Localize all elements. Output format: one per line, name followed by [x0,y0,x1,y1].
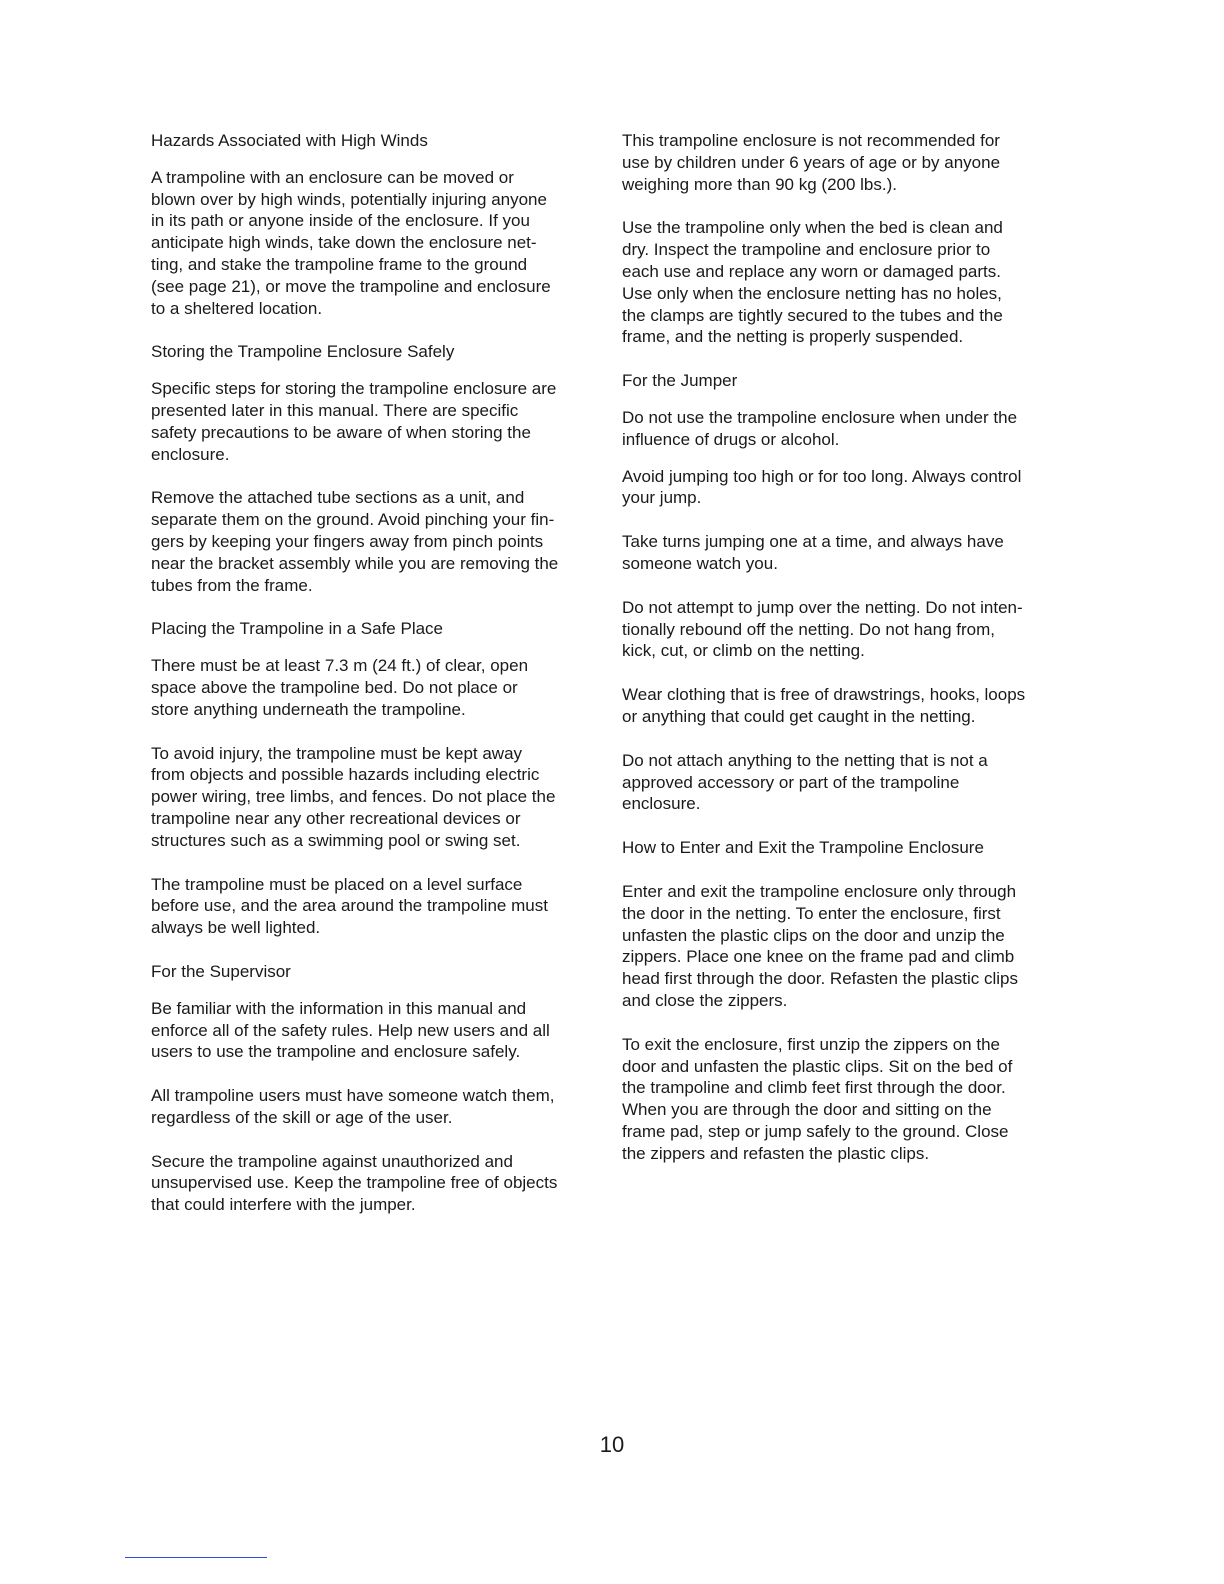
jumper-heading: For the Jumper [622,371,738,391]
high-winds-paragraph: A trampoline with an enclosure can be moved or blown over by high winds, potentially injuring anyone in its path or anyone inside of the enclosure. If you anticipate high winds, take down the enclosure net- ting, and stake the trampoline frame to the ground (see page 21), or move the trampoline and enclosure to a sheltered location. [151,167,551,318]
right-column [622,130,1067,1164]
jumper-paragraph-2: Avoid jumping too high or for too long. Always control your jump. [622,466,1022,508]
enter-paragraph: Enter and exit the trampoline enclosure only through the door in the netting. To enter the enclosure, first unfasten the plastic clips on the door and unzip the zippers. Place one knee on the frame pad and climb head first through the door. Refasten the plastic clips and close the zippers. [622,881,1018,1010]
use-paragraph: Use the trampoline only when the bed is clean and dry. Inspect the trampoline and enclosure prior to each use and replace any worn or damaged parts. Use only when the enclosure netting has no holes, the clamps are tightly secured to the tubes and the frame, and the netting is properly suspended. [622,218,1003,347]
storing-paragraph-1: Specific steps for storing the trampoline enclosure are presented later in this manual. There are specific safety precautions to be aware of when storing the enclosure. [151,379,557,464]
high-winds-heading: Hazards Associated with High Winds [151,131,428,150]
supervisor-paragraph-2: All trampoline users must have someone watch them, regardless of the skill or age of the user. [151,1086,555,1127]
recommendation-paragraph: This trampoline enclosure is not recommended for use by children under 6 years of age or by anyone weighing more than 90 kg (200 lbs.). [622,131,1001,194]
jumper-paragraph-5: Wear clothing that is free of drawstrings, hooks, loops or anything that could get caught in the netting. [622,685,1026,726]
placing-heading: Placing the Trampoline in a Safe Place [151,619,444,639]
storing-heading: Storing the Trampoline Enclosure Safely [151,342,455,362]
supervisor-paragraph-3: Secure the trampoline against unauthorized and unsupervised use. Keep the trampoline free of objects that could interfere with the jumper. [151,1151,558,1215]
jumper-paragraph-3: Take turns jumping one at a time, and always have someone watch you. [622,532,1004,573]
page-number: 10 [599,1432,625,1457]
jumper-paragraph-1: Do not use the trampoline enclosure when under the influence of drugs or alcohol. [622,407,1018,449]
placing-paragraph-2: To avoid injury, the trampoline must be kept away from objects and possible hazards including electric power wiring, tree limbs, and fences. Do not place the trampoline near any other recreational devices or structures such as a swimming pool or swing set. [151,743,556,850]
enter-exit-heading: How to Enter and Exit the Trampoline Enclosure [622,838,984,858]
jumper-paragraph-6: Do not attach anything to the netting that is not a approved accessory or part of the trampoline enclosure. [622,750,988,814]
supervisor-heading: For the Supervisor [151,961,291,981]
storing-paragraph-2: Remove the attached tube sections as a unit, and separate them on the ground. Avoid pinching your fin- gers by keeping your fingers away from pinch points near the bracket assembly while you are removing the tubes from the frame. [151,488,559,595]
exit-paragraph: To exit the enclosure, first unzip the zippers on the door and unfasten the plastic clips. Sit on the bed of the trampoline and climb feet first through the door. When you are through the door and sitting on the frame pad, step or jump safely to the ground. Close the zippers and refasten the plastic clips. [622,1034,1013,1163]
jumper-paragraph-4: Do not attempt to jump over the netting. Do not inten- tionally rebound off the netting. Do not hang from, kick, cut, or climb on the netting. [622,597,1023,661]
footer-rule [125,1557,267,1558]
placing-paragraph-3: The trampoline must be placed on a level surface before use, and the area around the trampoline must always be well lighted. [151,874,548,938]
placing-paragraph-1: There must be at least 7.3 m (24 ft.) of clear, open space above the trampoline bed. Do not place or store anything underneath the trampoline. [151,656,529,719]
supervisor-paragraph-1: Be familiar with the information in this manual and enforce all of the safety rules. Help new users and all users to use the trampoline and enclosure safely. [151,998,550,1062]
left-column [151,130,596,1216]
